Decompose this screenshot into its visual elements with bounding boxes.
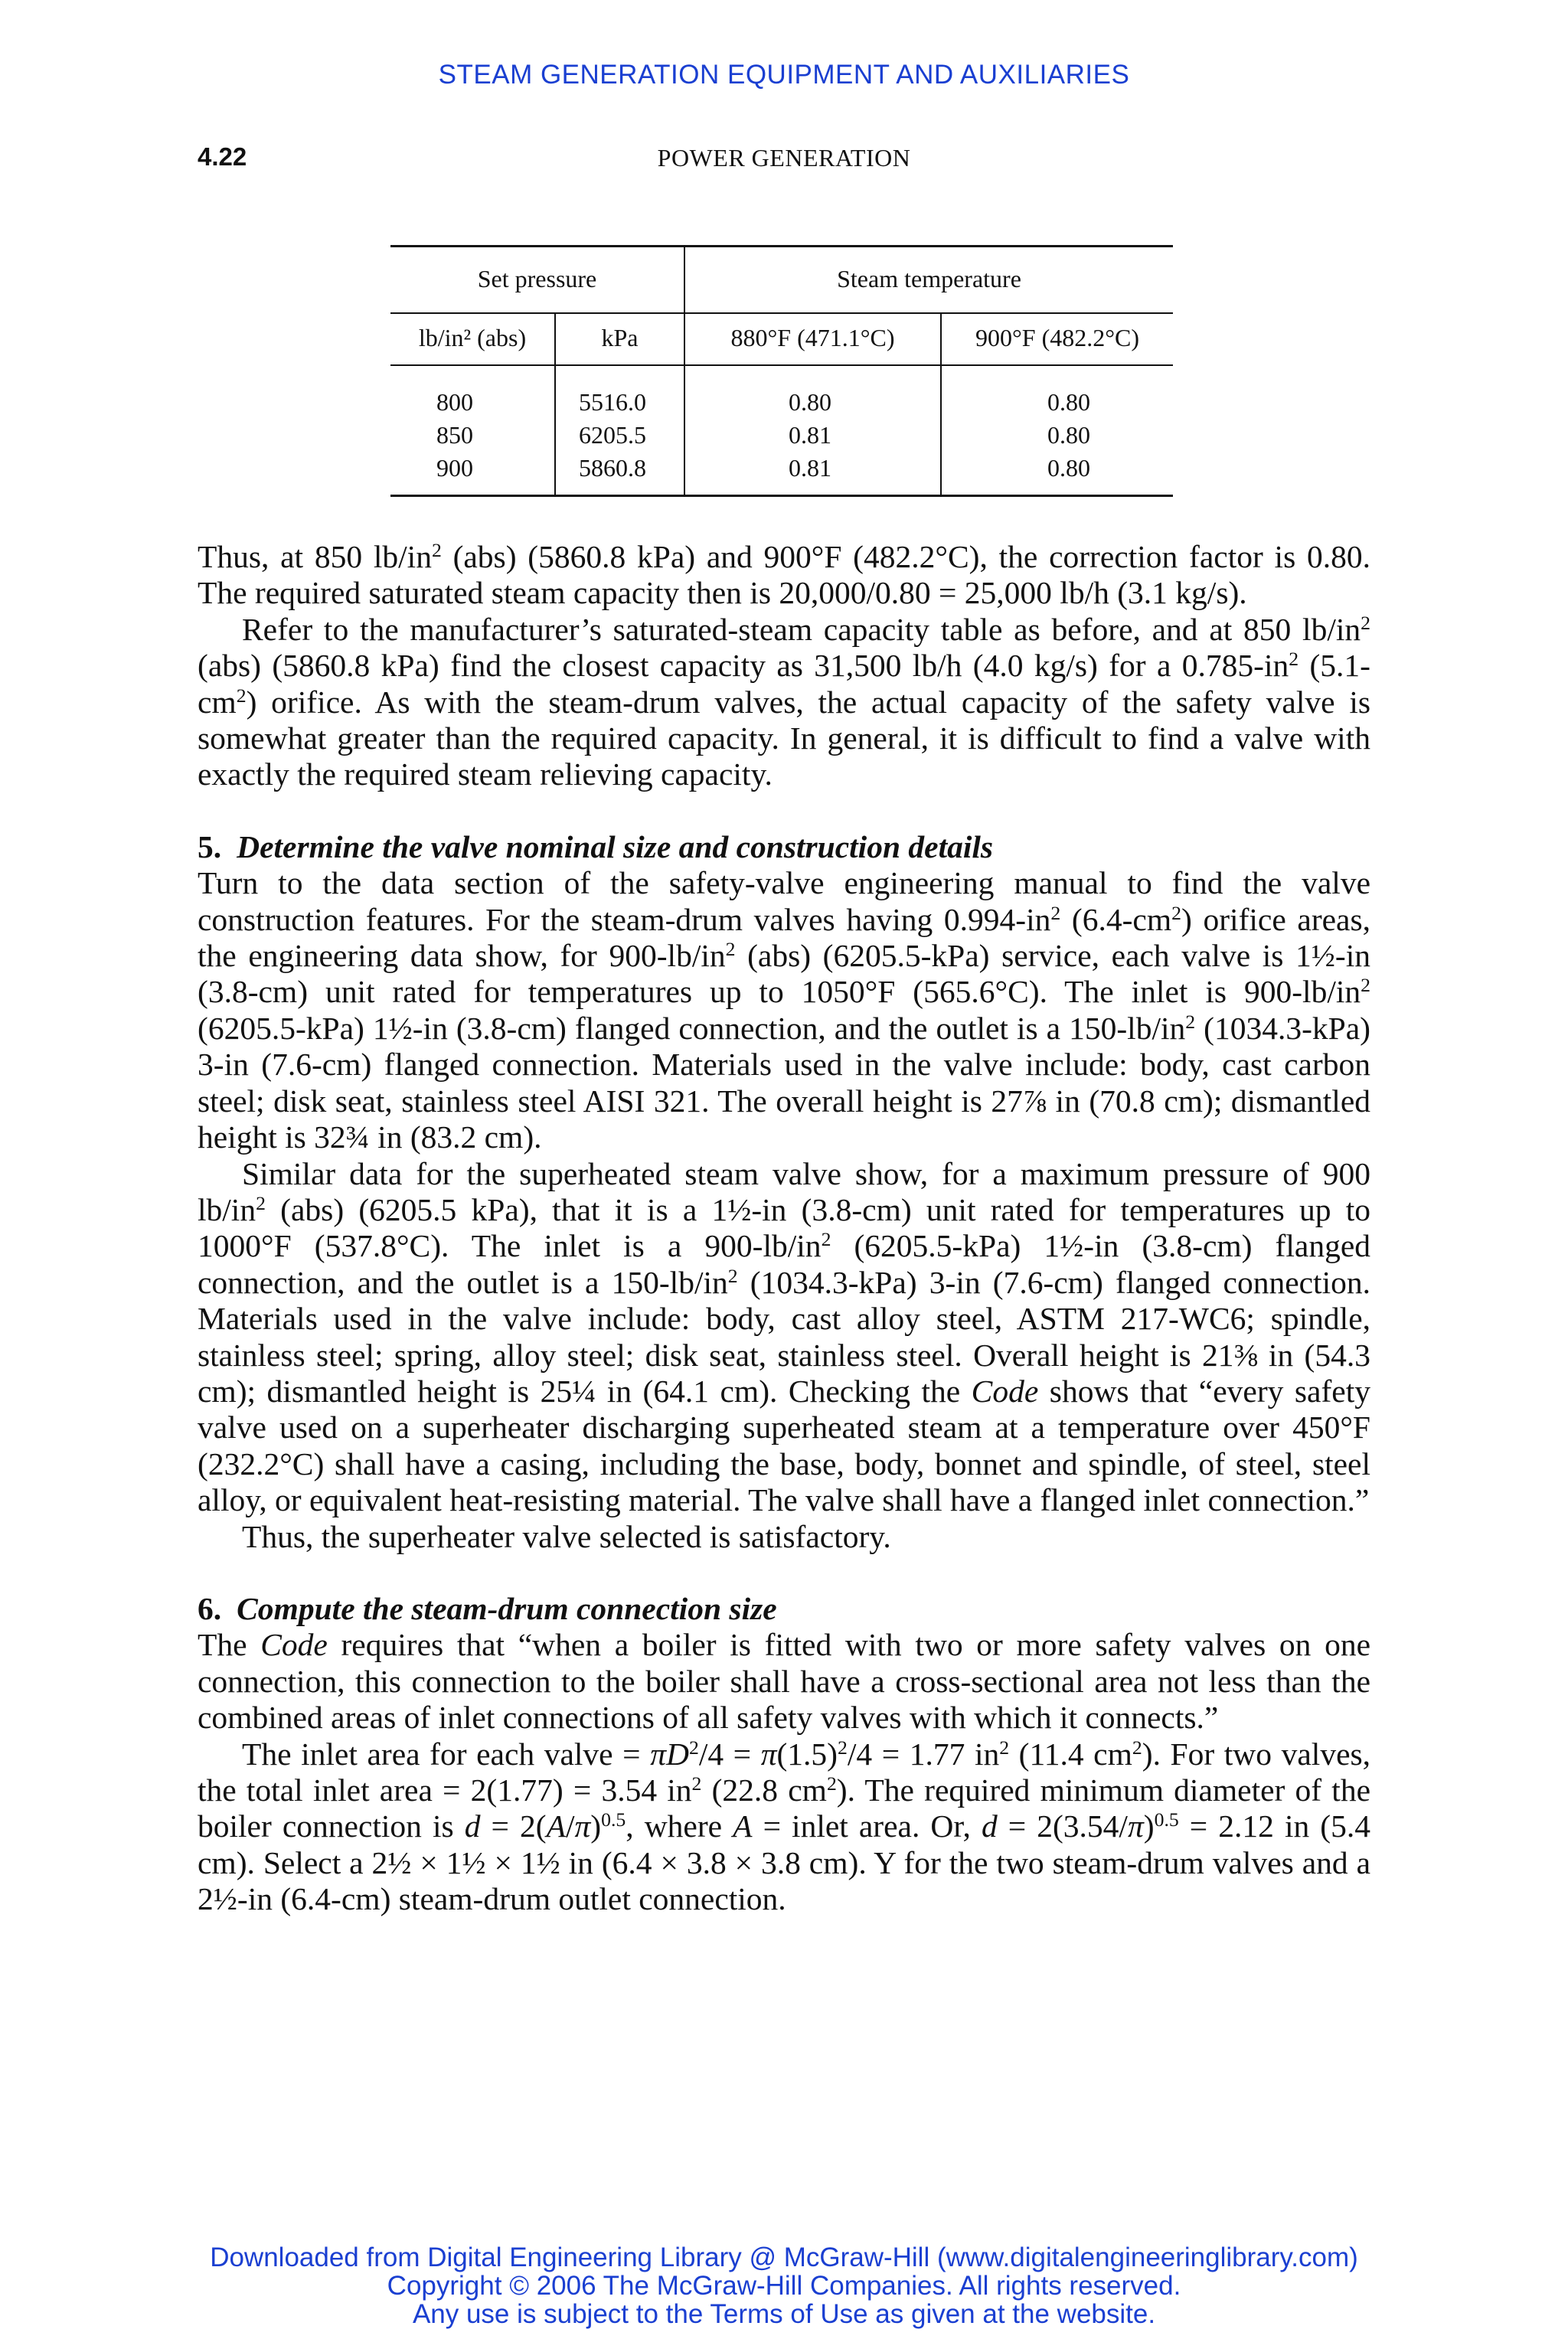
table-cell-psi: 900 xyxy=(436,454,473,482)
section-title: Compute the steam-drum connection size xyxy=(237,1590,777,1626)
header-steam-temperature: Steam temperature xyxy=(837,265,1021,292)
table-cell-t880: 0.81 xyxy=(789,454,831,482)
correction-factor-table xyxy=(390,245,1173,498)
table-cell-t900: 0.80 xyxy=(1047,421,1090,449)
table-cell-t900: 0.80 xyxy=(1047,454,1090,482)
header-temp-900: 900°F (482.2°C) xyxy=(975,324,1140,351)
paragraph: Thus, at 850 $lb/in^2$ (abs) (5860.8 kPa) and 900°F (482.2°C), the correction factor is 0.80. The required saturated steam capacity then is 20,000/0.80 = 25,000 lb/h (3.1 kg/s). xyxy=(198,538,1370,611)
body-text xyxy=(198,539,1370,1918)
section-heading xyxy=(198,829,1370,865)
paragraph: Thus, the superheater valve selected is satisfactory. xyxy=(242,1518,891,1554)
section-number: 6. xyxy=(198,1590,222,1626)
footer-download-link[interactable]: Downloaded from Digital Engineering Library @ McGraw-Hill (www.digitalengineeringlibrary.com) xyxy=(210,2243,1358,2272)
header-psi: lb/in² (abs) xyxy=(418,324,527,351)
table-cell-psi: 850 xyxy=(436,421,473,449)
table-cell-t880: 0.80 xyxy=(789,388,831,416)
banner-title: STEAM GENERATION EQUIPMENT AND AUXILIARIES xyxy=(438,60,1130,90)
paragraph: The inlet area for each valve = $\pi D^2/4 = \pi(1.5)^2/4 = 1.77$ $in^2$ (11.4 $cm^2$). For two valves, the total inlet area = 2(1.77) = 3.54 $in^2$ (22.8 $cm^2$). The required minimum diameter of the boiler connection is $d = 2(A/\pi)^{0.5}$, where A = inlet area. Or, $d = 2(3.54/\pi)^{0.5} = 2.12$ in (5.4 cm). Select a 2½ × 1½ × 1½ in (6.4 × 3.8 × 3.8 cm). Y for the two steam-drum valves and a 2½-in (6.4-cm) steam-drum outlet connection. xyxy=(198,1736,1371,1917)
section-number: 5. xyxy=(198,828,222,864)
header-set-pressure: Set pressure xyxy=(477,265,597,292)
table-cell-kpa: 5516.0 xyxy=(579,388,646,416)
paragraph: Turn to the data section of the safety-valve engineering manual to find the valve construction features. For the steam-drum valves having $0.994-in^2$ $(6.4-cm^2)$ orifice areas, the engineering data show, for $900-lb/in^2$ (abs) (6205.5-kPa) service, each valve is 1½-in (3.8-cm) unit rated for temperatures up to 1050°F (565.6°C). The inlet is $900-lb/in^2$ (6205.5-kPa) 1½-in (3.8-cm) flanged connection, and the outlet is a $150-lb/in^2$ (1034.3-kPa) 3-in (7.6-cm) flanged connection. Materials used in the valve include: body, cast carbon steel; disk seat, stainless steel AISI 321. The overall height is 27⅞ in (70.8 cm); dismantled height is 32¾ in (83.2 cm). xyxy=(198,865,1371,1155)
paragraph: Refer to the manufacturer’s saturated-steam capacity table as before, and at 850 $lb/in^2$ (abs) (5860.8 kPa) find the closest capacity as 31,500 lb/h (4.0 kg/s) for a $0.785-in^2$ $(5.1-cm^2)$ orifice. As with the steam-drum valves, the actual capacity of the safety valve is somewhat greater than the required capacity. In general, it is difficult to find a valve with exactly the required steam relieving capacity. xyxy=(198,611,1371,792)
footer-terms[interactable]: Any use is subject to the Terms of Use as given at the website. xyxy=(412,2299,1156,2329)
footer xyxy=(0,2243,1568,2328)
table-cell-kpa: 6205.5 xyxy=(579,421,646,449)
header-temp-880: 880°F (471.1°C) xyxy=(730,324,895,351)
table-cell-t900: 0.80 xyxy=(1047,388,1090,416)
table-cell-t880: 0.81 xyxy=(789,421,831,449)
section-title: Determine the valve nominal size and construction details xyxy=(237,828,994,864)
page-number: 4.22 xyxy=(198,142,247,171)
section-heading xyxy=(198,1591,1370,1627)
paragraph: The Code requires that “when a boiler is fitted with two or more safety valves on one connection, this connection to the boiler shall have a cross-sectional area not less than the combined areas of inlet connections of all safety valves with which it connects.” xyxy=(198,1627,1370,1736)
table-cell-kpa: 5860.8 xyxy=(579,454,646,482)
paragraph: Similar data for the superheated steam valve show, for a maximum pressure of 900 $lb/in^2$ (abs) (6205.5 kPa), that it is a 1½-in (3.8-cm) unit rated for temperatures up to 1000°F (537.8°C). The inlet is a $900-lb/in^2$ (6205.5-kPa) 1½-in (3.8-cm) flanged connection, and the outlet is a $150-lb/in^2$ (1034.3-kPa) 3-in (7.6-cm) flanged connection. Materials used in the valve include: body, cast alloy steel, ASTM 217-WC6; spindle, stainless steel; spring, alloy steel; disk seat, stainless steel. Overall height is 21⅜ in (54.3 cm); dismantled height is 25¼ in (64.1 cm). Checking the Code shows that “every safety valve used on a superheater discharging superheated steam at a temperature over 450°F (232.2°C) shall have a casing, including the base, body, bonnet and spindle, of steel, steel alloy, or equivalent heat-resisting material. The valve shall have a flanged inlet connection.” xyxy=(198,1155,1370,1518)
table-cell-psi: 800 xyxy=(436,388,473,416)
running-head: POWER GENERATION xyxy=(657,144,911,172)
header-kpa: kPa xyxy=(601,324,639,351)
footer-copyright: Copyright © 2006 The McGraw-Hill Companies. All rights reserved. xyxy=(387,2271,1181,2301)
